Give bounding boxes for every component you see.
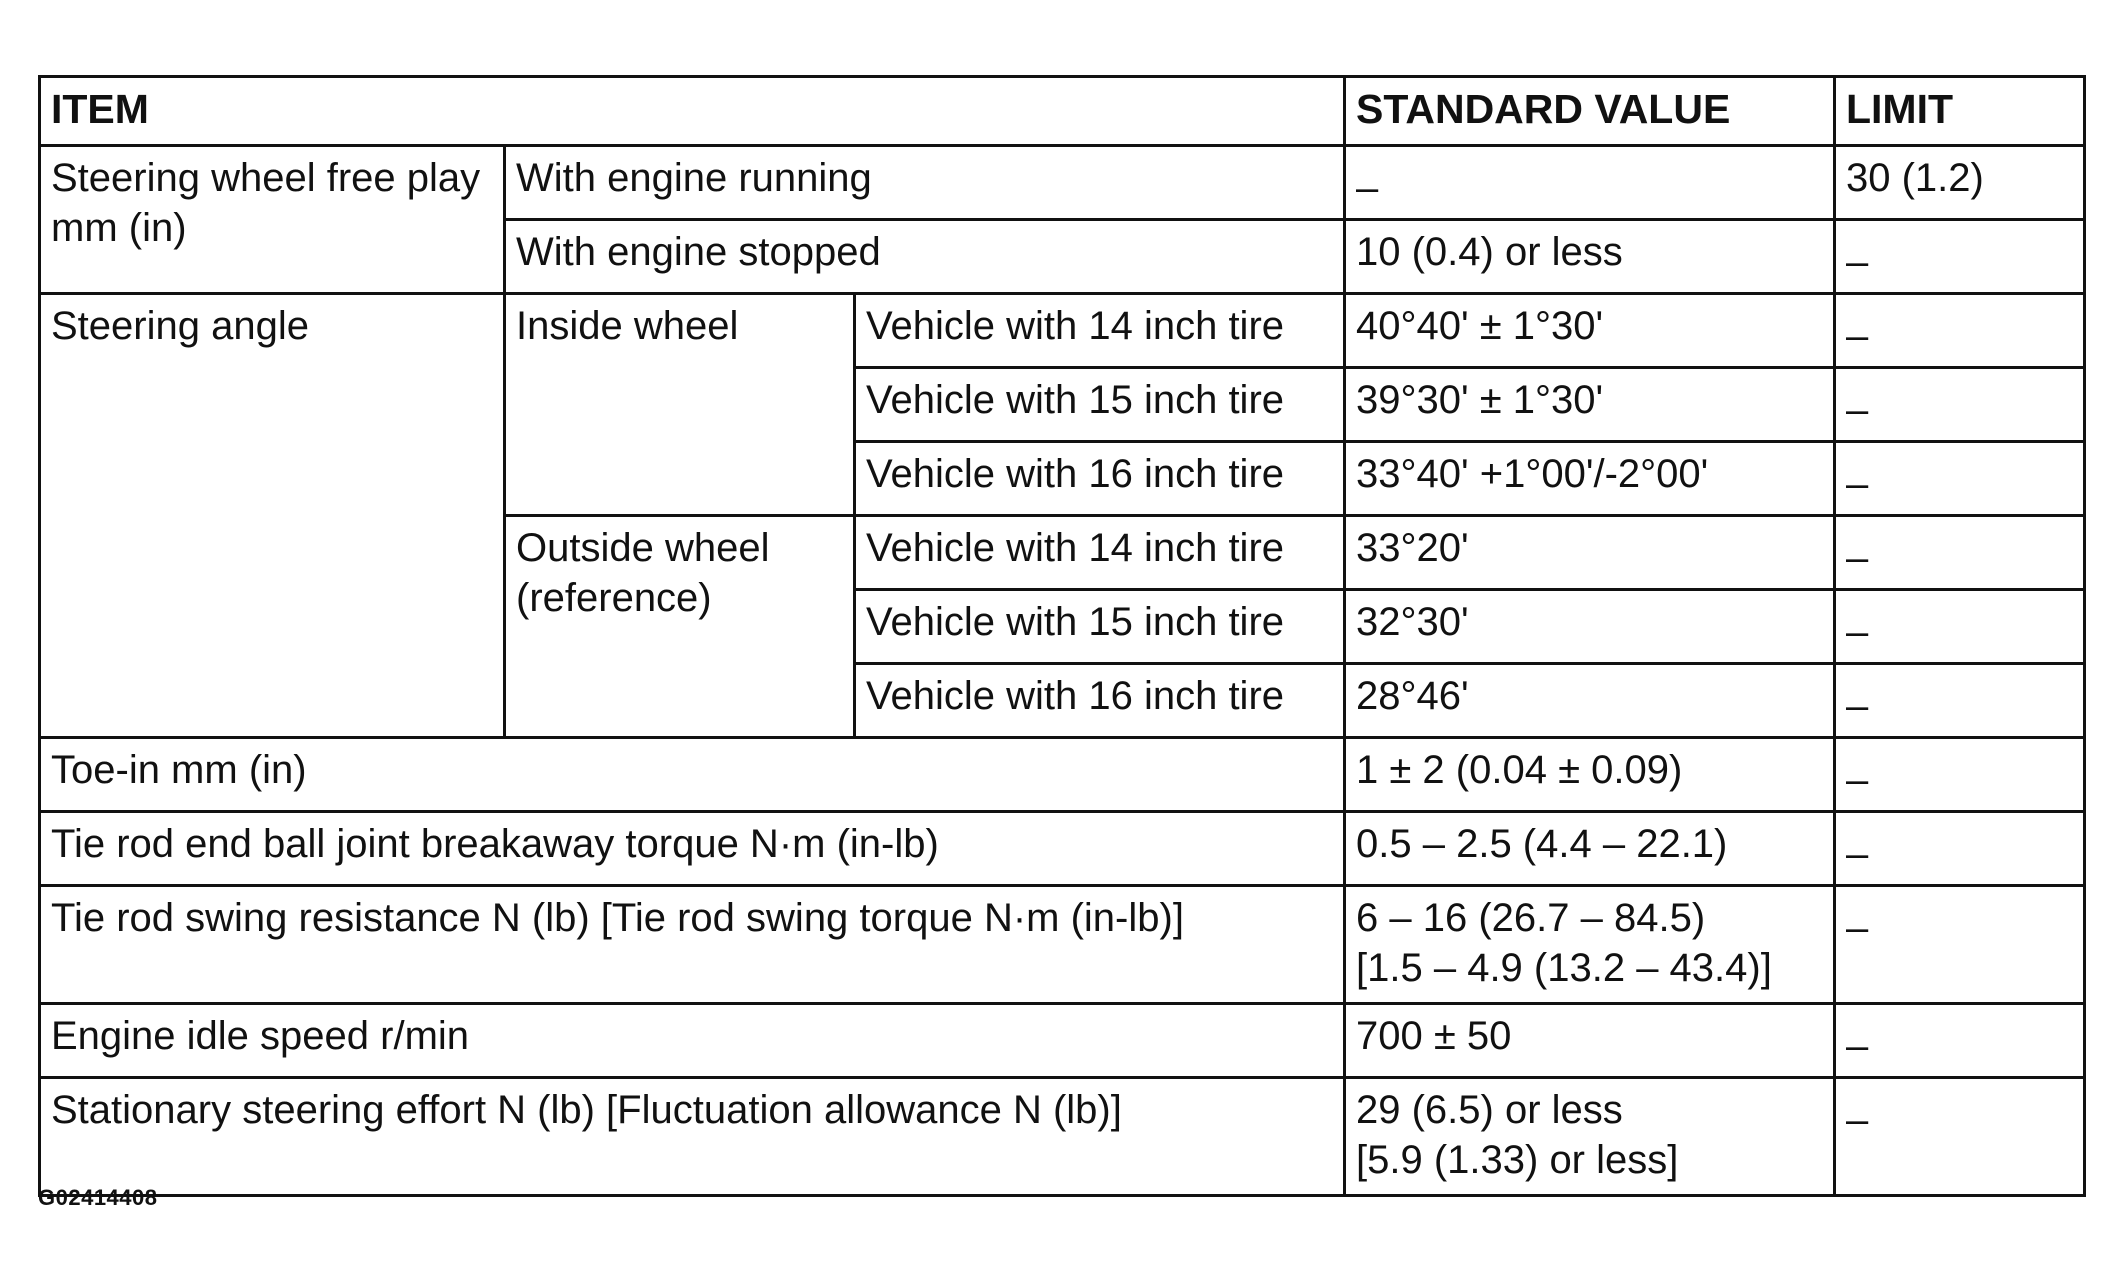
limit-text: – <box>1846 684 1869 728</box>
figure-code: G02414408 <box>38 1185 158 1210</box>
standard-value-cell: 32°30' <box>1345 590 1835 664</box>
header-row <box>40 77 2085 146</box>
standard-value-cell <box>1345 886 1835 1004</box>
value-line: [5.9 (1.33) or less] <box>1356 1138 1679 1182</box>
swing-resistance-label: Tie rod swing resistance N (lb) [Tie rod swing torque N·m (in-lb)] <box>40 886 1345 1004</box>
idle-speed-label: Engine idle speed r/min <box>40 1004 1345 1078</box>
vehicle-cell: Vehicle with 16 inch tire <box>855 664 1345 738</box>
limit-text: – <box>1846 536 1869 580</box>
breakaway-torque-label: Tie rod end ball joint breakaway torque N·m (in-lb) <box>40 812 1345 886</box>
standard-value-cell: 0.5 – 2.5 (4.4 – 22.1) <box>1345 812 1835 886</box>
standard-value-cell: 700 ± 50 <box>1345 1004 1835 1078</box>
limit-cell <box>1835 738 2085 812</box>
table-row <box>40 1004 2085 1078</box>
limit-cell <box>1835 442 2085 516</box>
standard-value-cell: 39°30' ± 1°30' <box>1345 368 1835 442</box>
vehicle-cell: Vehicle with 14 inch tire <box>855 516 1345 590</box>
limit-text: – <box>1846 1098 1869 1142</box>
limit-cell <box>1835 1004 2085 1078</box>
value-line: [1.5 – 4.9 (13.2 – 43.4)] <box>1356 946 1772 990</box>
table-row <box>40 1078 2085 1196</box>
limit-cell <box>1835 516 2085 590</box>
table-row <box>40 294 2085 368</box>
limit-text: – <box>1846 314 1869 358</box>
limit-text: – <box>1846 832 1869 876</box>
inside-wheel-label: Inside wheel <box>505 294 855 516</box>
free-play-label: Steering wheel free play mm (in) <box>40 146 505 294</box>
limit-cell <box>1835 664 2085 738</box>
value-line: 29 (6.5) or less <box>1356 1088 1623 1132</box>
limit-text: – <box>1846 388 1869 432</box>
value-text: – <box>1356 166 1379 210</box>
limit-cell <box>1835 812 2085 886</box>
standard-value-cell: 40°40' ± 1°30' <box>1345 294 1835 368</box>
limit-text: – <box>1846 462 1869 506</box>
table-row <box>40 146 2085 220</box>
limit-cell <box>1835 220 2085 294</box>
standard-value-cell <box>1345 1078 1835 1196</box>
vehicle-cell: Vehicle with 14 inch tire <box>855 294 1345 368</box>
limit-cell <box>1835 590 2085 664</box>
table-row <box>40 886 2085 1004</box>
header-standard-value: STANDARD VALUE <box>1345 77 1835 146</box>
vehicle-cell: Vehicle with 15 inch tire <box>855 368 1345 442</box>
vehicle-cell: Vehicle with 15 inch tire <box>855 590 1345 664</box>
standard-value-cell: 28°46' <box>1345 664 1835 738</box>
limit-text: – <box>1846 758 1869 802</box>
table-row <box>40 738 2085 812</box>
limit-cell <box>1835 886 2085 1004</box>
limit-text: – <box>1846 1024 1869 1068</box>
standard-value-cell: 1 ± 2 (0.04 ± 0.09) <box>1345 738 1835 812</box>
limit-cell <box>1835 368 2085 442</box>
table-row <box>40 812 2085 886</box>
limit-text: – <box>1846 240 1869 284</box>
condition-cell: With engine running <box>505 146 1345 220</box>
standard-value-cell: 10 (0.4) or less <box>1345 220 1835 294</box>
standard-value-cell: 33°20' <box>1345 516 1835 590</box>
vehicle-cell: Vehicle with 16 inch tire <box>855 442 1345 516</box>
standard-value-cell: 33°40' +1°00'/-2°00' <box>1345 442 1835 516</box>
limit-cell <box>1835 294 2085 368</box>
specification-table <box>38 75 2086 1197</box>
limit-text: – <box>1846 906 1869 950</box>
limit-cell <box>1835 1078 2085 1196</box>
limit-text: – <box>1846 610 1869 654</box>
steering-angle-label: Steering angle <box>40 294 505 738</box>
toe-in-label: Toe-in mm (in) <box>40 738 1345 812</box>
header-limit: LIMIT <box>1835 77 2085 146</box>
condition-cell: With engine stopped <box>505 220 1345 294</box>
standard-value-cell <box>1345 146 1835 220</box>
limit-cell: 30 (1.2) <box>1835 146 2085 220</box>
value-line: 6 – 16 (26.7 – 84.5) <box>1356 896 1706 940</box>
steering-effort-label: Stationary steering effort N (lb) [Fluctuation allowance N (lb)] <box>40 1078 1345 1196</box>
outside-wheel-label: Outside wheel (reference) <box>505 516 855 738</box>
header-item: ITEM <box>40 77 1345 146</box>
